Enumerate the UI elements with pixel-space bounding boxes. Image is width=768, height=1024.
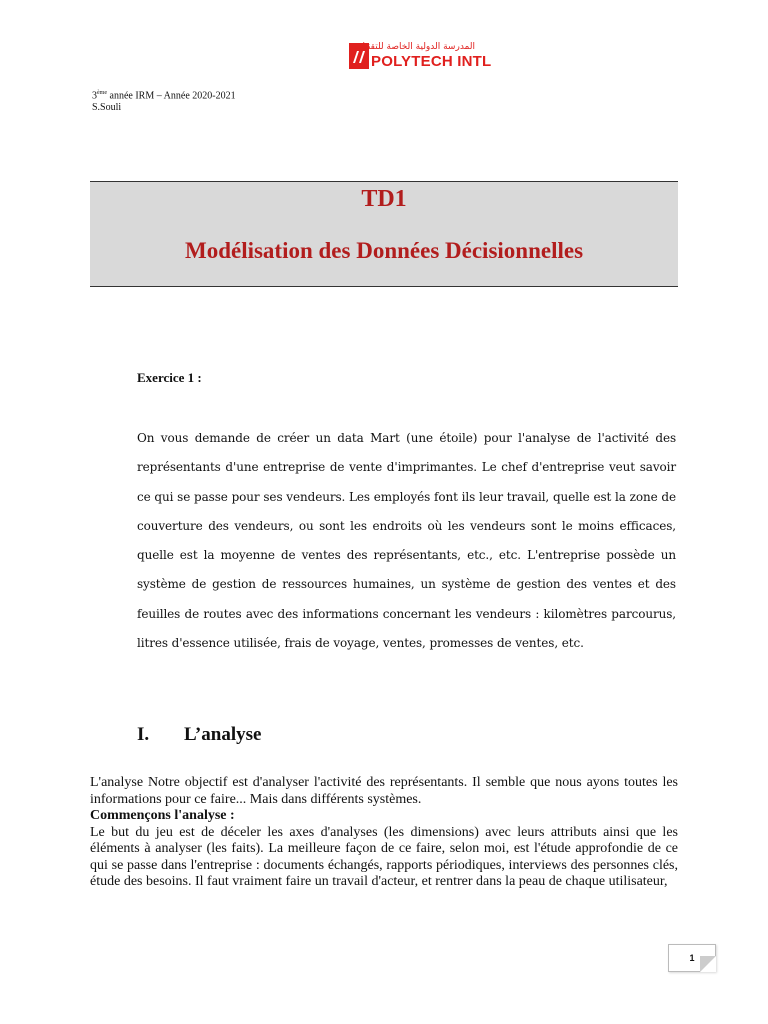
page-number-box	[668, 944, 716, 972]
section-title: L’analyse	[184, 724, 262, 745]
document-subtitle: Modélisation des Données Décisionnelles	[184, 238, 584, 263]
section-number: I.	[137, 724, 150, 745]
section-body	[90, 775, 678, 891]
document-header	[92, 87, 236, 114]
title-banner	[90, 181, 678, 287]
document-title: TD1	[361, 186, 407, 212]
paragraph: Le but du jeu est de déceler les axes d'analyses (les dimensions) avec leurs attributs ainsi que les éléments à analyser (les faits). La meilleure façon de ce faire, selon moi, est l'étude approfondie de ce qui se passe dans l'entreprise : documents échangés, rapports périodiques, interviews des personnes clés, étude des besoins. Il faut vraiment faire un travail d'acteur, et rentrer dans la peau de chaque utilisateur,	[90, 824, 678, 889]
page-number: 1	[689, 953, 695, 963]
paragraph: L'analyse Notre objectif est d'analyser l'activité des représentants. Il semble que nous ayons toutes les informations pour ce faire... Mais dans différents systèmes.	[90, 775, 678, 807]
exercise-title: Exercice 1 :	[137, 370, 202, 385]
page-fold-icon	[700, 956, 716, 972]
author-name: S.Souli	[92, 102, 122, 114]
school-logo	[349, 40, 492, 70]
course-line: 3ème année IRM – Année 2020-2021	[92, 90, 236, 102]
logo-arabic-text: المدرسة الدولية الخاصة للتقنيات	[354, 42, 475, 52]
section-heading	[137, 724, 261, 746]
bold-subheading: Commençons l'analyse :	[90, 808, 235, 823]
exercise-body: On vous demande de créer un data Mart (une étoile) pour l'analyse de l'activité des représentants d'une entreprise de vente d'imprimantes. Le chef d'entreprise veut savoir ce qui se passe pour ses vendeurs. Les employés font ils leur travail, quelle est la zone de couverture des vendeurs, ou sont les endroits où les vendeurs sont le moins efficaces, quelle est la moyenne de ventes des représentants, etc., etc. L'entreprise possède un système de gestion de ressources humaines, un système de gestion des ventes et des feuilles de routes avec des informations concernant les vendeurs : kilomètres parcourus, litres d'essence utilisée, frais de voyage, ventes, promesses de ventes, etc.	[137, 431, 676, 651]
logo-latin-text: POLYTECH INTL	[371, 53, 492, 70]
